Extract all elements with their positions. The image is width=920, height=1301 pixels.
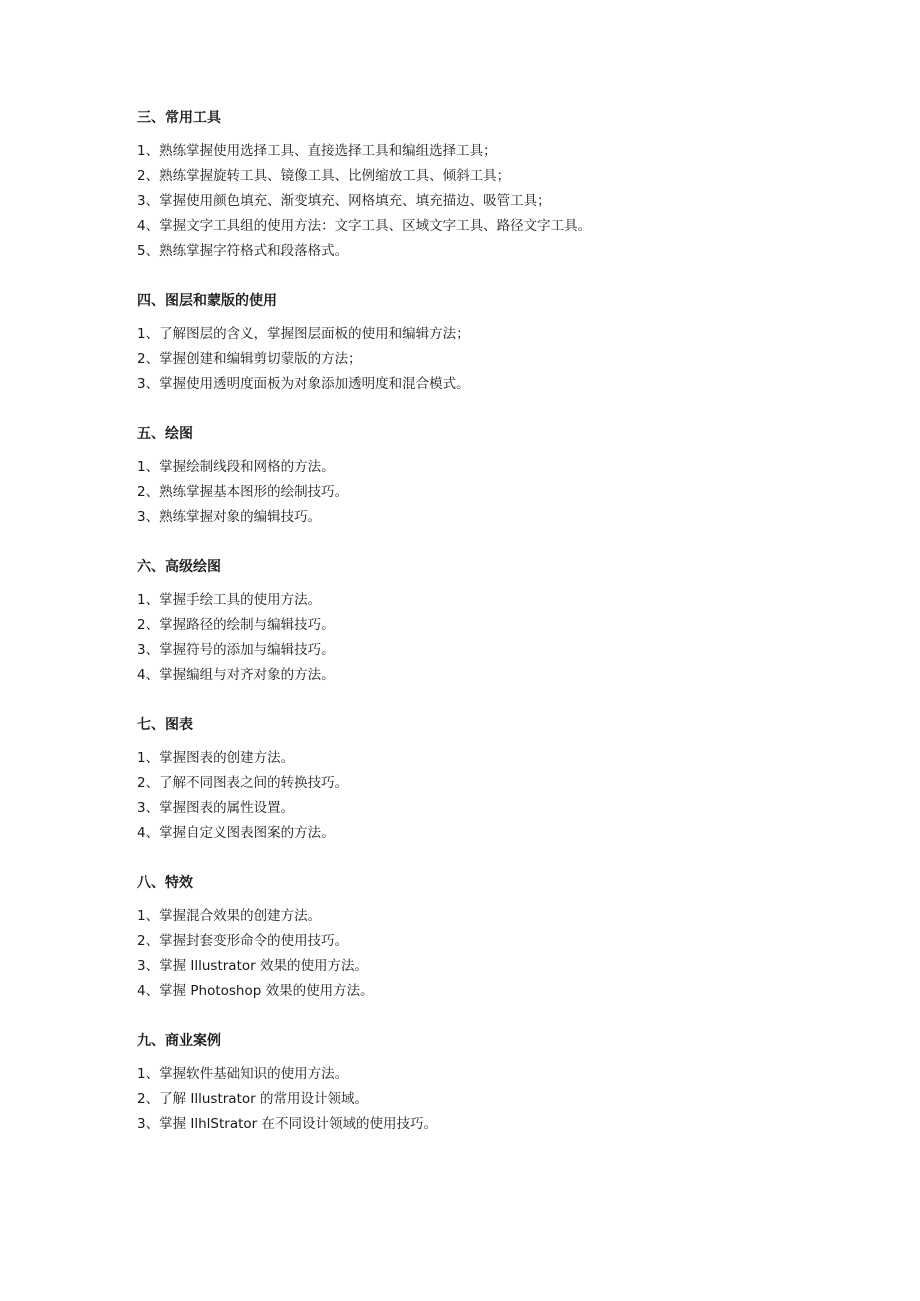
list-item: 4、掌握自定义图表图案的方法。 [137,825,335,841]
section-drawing [137,424,877,530]
list-item: 1、掌握手绘工具的使用方法。 [137,592,322,608]
list-item: 5、熟练掌握字符格式和段落格式。 [137,243,349,259]
section-charts [137,715,877,846]
list-item: 2、了解不同图表之间的转换技巧。 [137,775,349,791]
list-item: 2、掌握封套变形命令的使用技巧。 [137,933,349,949]
section-title: 九、商业案例 [137,1033,221,1049]
section-title: 四、图层和蒙版的使用 [137,293,277,309]
list-item: 2、了解 Illustrator 的常用设计领域。 [137,1091,368,1107]
list-item: 3、掌握 IlhlStrator 在不同设计领域的使用技巧。 [137,1116,437,1132]
section-effects [137,873,877,1004]
list-item: 3、掌握使用透明度面板为对象添加透明度和混合模式。 [137,376,470,392]
section-common-tools [137,108,877,264]
section-title: 三、常用工具 [137,110,221,126]
section-title: 六、高级绘图 [137,559,221,575]
list-item: 2、熟练掌握旋转工具、镜像工具、比例缩放工具、倾斜工具； [137,168,511,184]
section-business-cases [137,1031,877,1137]
section-title: 八、特效 [137,875,193,891]
section-layers-masks [137,291,877,397]
list-item: 1、了解图层的含义，掌握图层面板的使用和编辑方法； [137,326,470,342]
list-item: 2、掌握创建和编辑剪切蒙版的方法； [137,351,362,367]
list-item: 1、掌握绘制线段和网格的方法。 [137,459,335,475]
list-item: 4、掌握文字工具组的使用方法：文字工具、区域文字工具、路径文字工具。 [137,218,592,234]
list-item: 3、掌握 Illustrator 效果的使用方法。 [137,958,368,974]
list-item: 3、掌握使用颜色填充、渐变填充、网格填充、填充描边、吸管工具； [137,193,551,209]
list-item: 1、熟练掌握使用选择工具、直接选择工具和编组选择工具； [137,143,497,159]
section-advanced-drawing [137,557,877,688]
list-item: 3、掌握符号的添加与编辑技巧。 [137,642,335,658]
list-item: 1、掌握混合效果的创建方法。 [137,908,322,924]
list-item: 1、掌握软件基础知识的使用方法。 [137,1066,349,1082]
list-item: 3、掌握图表的属性设置。 [137,800,295,816]
list-item: 1、掌握图表的创建方法。 [137,750,295,766]
list-item: 2、掌握路径的绘制与编辑技巧。 [137,617,335,633]
list-item: 3、熟练掌握对象的编辑技巧。 [137,509,322,525]
section-title: 五、绘图 [137,426,193,442]
list-item: 4、掌握 Photoshop 效果的使用方法。 [137,983,374,999]
list-item: 2、熟练掌握基本图形的绘制技巧。 [137,484,349,500]
document-body [137,108,877,1164]
section-title: 七、图表 [137,717,193,733]
list-item: 4、掌握编组与对齐对象的方法。 [137,667,335,683]
